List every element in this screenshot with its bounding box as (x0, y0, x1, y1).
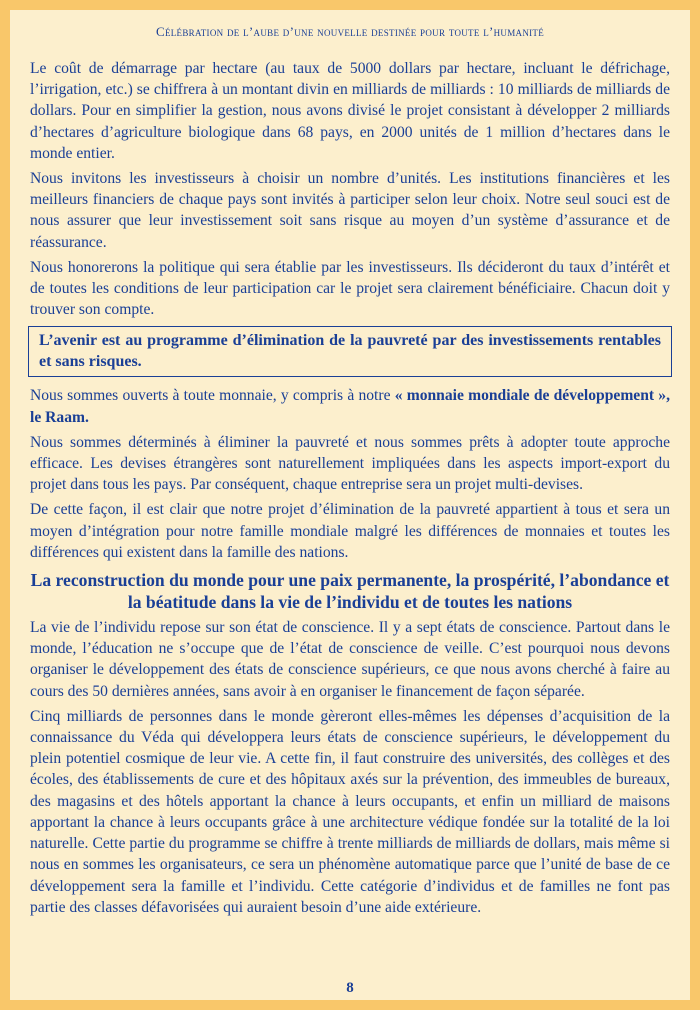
paragraph-veda: Cinq milliards de personnes dans le monde gèreront elles-mêmes les dépenses d’acquisition de la connaissance du Véda qui développera leurs états de conscience supérieurs, le développement du plein potentiel cosmique de leur vie. A cette fin, il faut construire des universités, des collèges et des écoles, des établissements de cure et des hôpitaux axés sur la prévention, des immeubles de bureaux, des magasins et des hôtels apportant la chance à leurs occupants, et enfin un milliard de maisons apportant la chance à leurs occupants grâce à une architecture védique fondée sur la totalité de la loi naturelle. Cette partie du programme se chiffre à trente milliards de milliards de dollars, mais même si nous en sommes les organisateurs, ce sera un phénomène automatique parce que l’unité de base de ce développement sera la famille et l’individu. Cette catégorie d’individus et de familles ne font pas partie des classes défavorisées qui auraient besoin d’une aide extérieure. (30, 707, 670, 916)
page-number: 8 (346, 980, 354, 996)
paragraph-consciousness: La vie de l’individu repose sur son état de conscience. Il y a sept états de conscience. Partout dans le monde, l’éducation ne s’occupe que de l’état de conscience de veille. C’est pourquoi nous devons organiser le développement des états de conscience supérieurs, ce que nous avons cherché à faire au cours des 50 dernières années, sans avoir à en organiser le financement de façon séparée. (30, 619, 670, 700)
section-heading: La reconstruction du monde pour une paix permanente, la prospérité, l’abondance et la béatitude dans la vie de l’individu et de toutes les nations (30, 570, 670, 613)
paragraph-investors: Nous invitons les investisseurs à choisir un nombre d’unités. Les institutions financières et les meilleurs financiers de chaque pays sont invités à participer selon leur choix. Notre seul souci est de nous assurer que leur investissement soit sans risque au moyen d’un système d’assurance et de réassurance. (30, 170, 670, 251)
currency-emphasis: « monnaie mondiale de développement », le Raam. (30, 387, 670, 426)
paragraph-startup-cost: Le coût de démarrage par hectare (au taux de 5000 dollars par hectare, incluant le défrichage, l’irrigation, etc.) se chiffrera à un montant divin en milliards de milliards : 10 milliards de milliards de dollars. Pour en simplifier la gestion, nous avons divisé le projet consistant à développer 2 milliards d’hectares d’agriculture biologique dans 68 pays, en 2000 unités de 1 million d’hectares dans le monde entier. (30, 60, 670, 162)
currency-text: Nous sommes ouverts à toute monnaie, y compris à notre (30, 387, 395, 405)
paragraph-poverty: Nous sommes déterminés à éliminer la pauvreté et nous sommes prêts à adopter toute approche efficace. Les devises étrangères sont naturellement impliquées dans les aspects import-export du projet dans tous les pays. Par conséquent, chaque entreprise sera un projet multi-devises. (30, 433, 670, 494)
document-page (10, 10, 690, 1000)
page-header: Célébration de l’aube d’une nouvelle destinée pour toute l’humanité (155, 24, 545, 39)
paragraph-currency (30, 385, 670, 427)
paragraph-integration: De cette façon, il est clair que notre projet d’élimination de la pauvreté appartient à tous et sera un moyen d’intégration pour notre famille mondiale malgré les différences de monnaies et toutes les différences qui existent dans la famille des nations. (30, 501, 670, 561)
paragraph-policy: Nous honorerons la politique qui sera établie par les investisseurs. Ils décideront du taux d’intérêt et de toutes les conditions de leur participation car le projet sera clairement bénéficiaire. Chacun doit y trouver son compte. (30, 258, 670, 319)
callout-box: L’avenir est au programme d’élimination de la pauvreté par des investissements rentables et sans risques. (28, 326, 672, 377)
body-text (30, 58, 670, 922)
